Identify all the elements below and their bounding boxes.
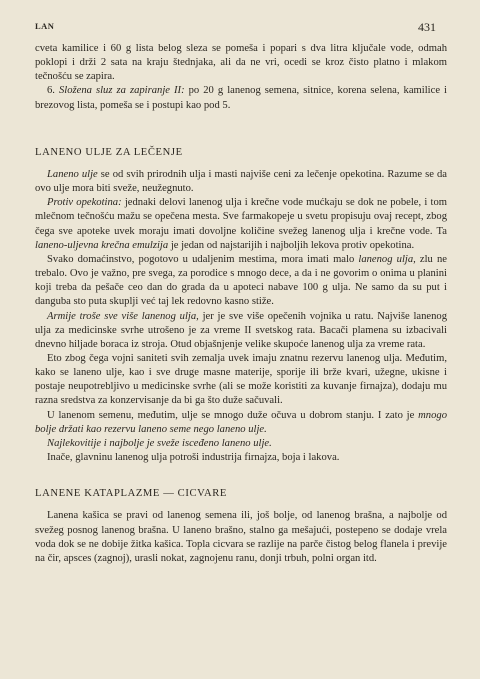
paragraph-text: je jedan od najstarijih i najboljih lekova protiv opekotina. xyxy=(168,239,415,251)
paragraph-text: jer je sve više opečenih vojnika u ratu. Najviše lanenog ulja za medicinske svrhe utrošeno je za vreme II svetskog rata. Bacači plamena su izbacivali dnevno hiljade boraca iz stroja. Otud objašnjenje velike skupoće lanenog ulja za vreme rata. xyxy=(35,310,447,350)
paragraph: Eto zbog čega vojni saniteti svih zemalja uvek imaju znatnu rezervu lanenog ulja. Međutim, kako se laneno ulje, kao i sve druge masne materije, sporije ili brže kvari, užegne, ukisne i postaje neupotrebljivo u medicinske svrhe (ali se može koristiti za kuvanje firnajza), dodaju mu razna sredstva za konzervisanje da bi ga što duže sačuvali. xyxy=(35,352,447,407)
paragraph xyxy=(35,310,447,352)
emphasis: lanenog ulja, xyxy=(358,253,416,265)
paragraph-text: se od svih prirodnih ulja i masti najviše ceni za lečenje opekotina. Razume se da ovo ulje mora biti sveže, neužegnuto. xyxy=(35,168,447,195)
section-heading: LANENE KATAPLAZME — CICVARE xyxy=(35,488,228,500)
page-body xyxy=(35,42,447,566)
emphasis: Laneno ulje xyxy=(47,168,98,180)
emphasis: Armije troše sve više lanenog ulja, xyxy=(47,310,199,322)
page-number: 431 xyxy=(418,20,436,34)
paragraph-text: U lanenom semenu, međutim, ulje se mnogo duže očuva u dobrom stanju. I zato je xyxy=(47,409,419,421)
paragraph-text: jednaki delovi lanenog ulja i krečne vode mućkaju se dok ne pobele, i tom mlečnom tečnošću mažu se opečena mesta. Sve farmakopeje u svetu propisuju ovaj recept, zbog čega sve apoteke uvek moraju imati dovoljne količine svežeg lanenog ulja i krečne vode. Ta xyxy=(35,197,447,237)
paragraph-text: zlu ne trebalo. Ovo je važno, pre svega, za porodice s mnogo dece, a da i ne govorim o onima u planini koji treba da pešače ceo dan do grada da u apoteci nabave 100 g ulja. Ne samo da su put i dangubа sto puta skuplji već taj lek redovno kasno stiže. xyxy=(35,253,447,308)
paragraph xyxy=(35,196,447,253)
paragraph xyxy=(35,409,447,437)
paragraph: cveta kamilice i 60 g lista belog sleza se pomeša i popari s dva litra ključale vode, odmah poklopi i drži 2 sata na kraju štednjaka, ali da ne vri, ocedi se kroz čisto platno i mlakom tečnošću se zapira. xyxy=(35,43,447,83)
paragraph: Inače, glavninu lanenog ulja potroši industrija firnajza, boja i lakova. xyxy=(47,452,340,464)
paragraph xyxy=(35,253,447,310)
paragraph-text: po 20 g lanenog semena, sitnice, korena selena, kamilice i brezovog lista, pomeša se i postupi kao pod 5. xyxy=(35,85,448,111)
paragraph xyxy=(35,437,447,451)
paragraph xyxy=(35,168,447,196)
recipe-number: 6. xyxy=(47,85,55,97)
recipe-title: Složena sluz za zapiranje II: xyxy=(59,85,185,97)
paragraph-text: Svako domaćinstvo, pogotovo u udaljenim mestima, mora imati malo xyxy=(47,253,359,265)
section-heading: LANENO ULJE ZA LEČENJE xyxy=(35,146,183,158)
paragraph: Lanena kašica se pravi od lanenog semena ili, još bolje, od lanenog brašna, a najbolje od svežeg posnog lanenog brašna. U laneno brašno, stalno ga mešajući, postepeno se dodaje vrela voda dok se ne dobije žitka kašica. Topla cicvara se razlije na parče čistog belog flanela i previje na čir, apsces (zagnoj), urasli nokat, zagnojenu ranu, donji trbuh, polni organ itd. xyxy=(35,510,447,564)
running-head: LAN xyxy=(35,21,55,31)
emphasis: Protiv opekotina: xyxy=(47,197,122,209)
emphasis: mnogo bolje držati kao rezervu laneno seme nego laneno ulje. xyxy=(35,409,447,435)
paragraph xyxy=(35,84,447,112)
emphasis: laneno-uljevna krečna emulzija xyxy=(35,239,169,251)
emphasis: Najlekovitije i najbolje je sveže isceđeno laneno ulje. xyxy=(47,437,272,449)
